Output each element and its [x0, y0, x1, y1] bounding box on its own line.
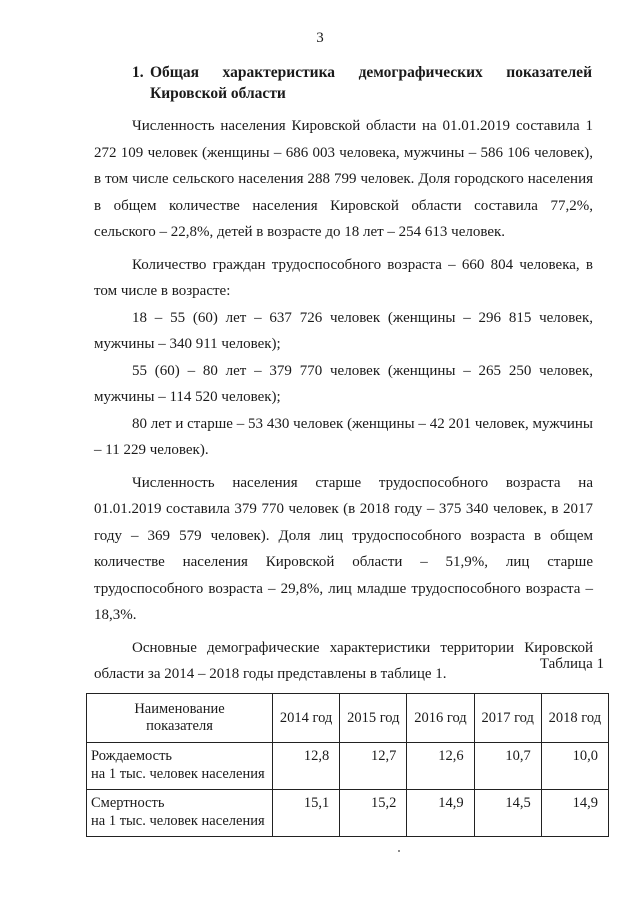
table-cell: 14,9 — [407, 790, 474, 837]
header-indicator-line-2: показателя — [146, 718, 213, 734]
header-indicator-line-1: Наименование — [134, 701, 225, 717]
row-label-line-2: на 1 тыс. человек населения — [91, 766, 265, 782]
row-label-line-2: на 1 тыс. человек населения — [91, 813, 265, 829]
header-year-2015: 2015 год — [340, 694, 407, 743]
paragraph-age-55-80: 55 (60) – 80 лет – 379 770 человек (женщины – 265 250 человек, мужчины – 114 520 человек); — [94, 362, 593, 405]
paragraph-age-18-55: 18 – 55 (60) лет – 637 726 человек (женщины – 296 815 человек, мужчины – 340 911 человек); — [94, 309, 593, 352]
table-cell: 12,8 — [273, 743, 340, 790]
table-cell: 14,9 — [541, 790, 608, 837]
table-cell: 15,1 — [273, 790, 340, 837]
header-year-2016: 2016 год — [407, 694, 474, 743]
header-indicator — [87, 694, 273, 743]
table-cell: 10,7 — [474, 743, 541, 790]
header-year-2018: 2018 год — [541, 694, 608, 743]
table-cell: 12,6 — [407, 743, 474, 790]
table-row-death-rate — [87, 790, 609, 837]
paragraph-older-population: Численность населения старше трудоспособного возраста на 01.01.2019 составила 379 770 человек (в 2018 году – 375 340 человек, в 2017 году – 369 579 человек). Доля лиц трудоспособного возраста в общем количестве населения Кировской области – 51,9%, лиц старше трудоспособного возраста – 29,8%, лиц младше трудоспособного возраста – 18,3%. — [94, 474, 593, 623]
header-year-2014: 2014 год — [273, 694, 340, 743]
table-cell: 10,0 — [541, 743, 608, 790]
table-header-row — [87, 694, 609, 743]
demographics-table — [86, 693, 609, 837]
row-label-line-1: Рождаемость — [91, 748, 173, 764]
section-title-line-1: Общая характеристика демографических показателей — [150, 64, 592, 81]
section-title-line-2: Кировской области — [150, 85, 286, 102]
paragraph-table-intro: Основные демографические характеристики территории Кировской области за 2014 – 2018 годы представлены в таблице 1. — [94, 639, 593, 682]
section-number: 1. — [132, 64, 144, 81]
paragraph-population: Численность населения Кировской области на 01.01.2019 составила 1 272 109 человек (женщины – 686 003 человека, мужчины – 586 106 человек), в том числе сельского населения 288 799 человек. Доля городского населения в общем количестве населения Кировской области составила 77,2%, сельского – 22,8%, детей в возрасте до 18 лет – 254 613 человек. — [94, 118, 593, 240]
table-cell: 14,5 — [474, 790, 541, 837]
row-label-line-1: Смертность — [91, 795, 165, 811]
paragraph-age-80-plus: 80 лет и старше – 53 430 человек (женщины – 42 201 человек, мужчины – 11 229 человек). — [94, 415, 593, 458]
table-row-birth-rate — [87, 743, 609, 790]
scan-speck — [398, 850, 400, 852]
page-number: 3 — [316, 30, 324, 46]
table-caption: Таблица 1 — [539, 656, 604, 672]
row-label-birth-rate — [87, 743, 273, 790]
paragraph-working-age: Количество граждан трудоспособного возраста – 660 804 человека, в том числе в возрасте: — [94, 256, 593, 299]
row-label-death-rate — [87, 790, 273, 837]
table-cell: 12,7 — [340, 743, 407, 790]
header-year-2017: 2017 год — [474, 694, 541, 743]
section-heading — [132, 62, 592, 104]
table-cell: 15,2 — [340, 790, 407, 837]
body-text — [94, 113, 593, 688]
